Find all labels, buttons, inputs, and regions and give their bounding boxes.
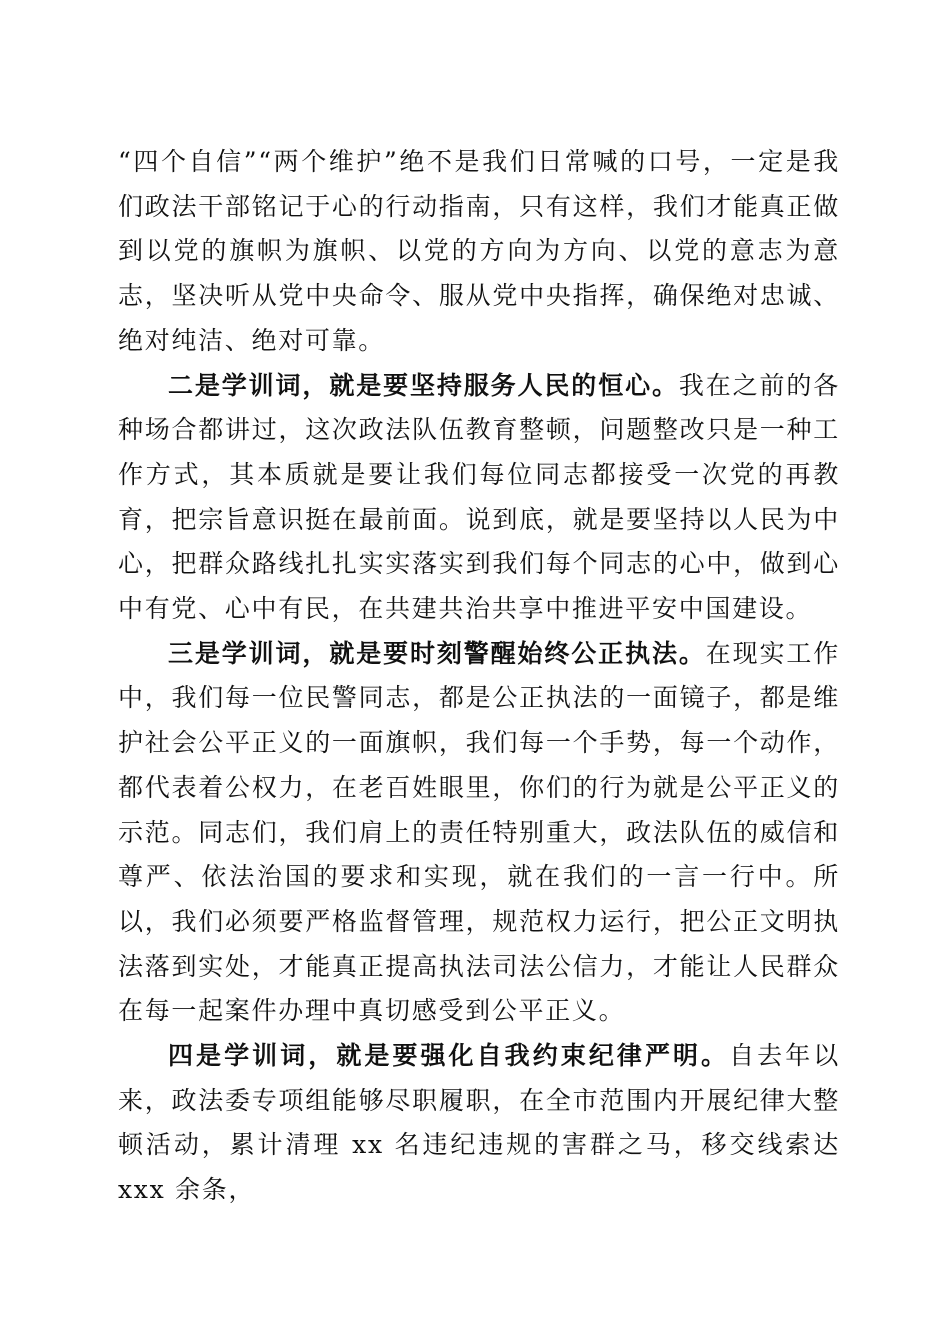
paragraph-text: 自去年以来，政法委专项组能够尽职履职，在全市范围内开展纪律大整顿活动，累计清理 xx 名违纪违规的害群之马，移交线索达 xxx 余条，	[118, 1041, 840, 1205]
paragraph-text: 在现实工作中，我们每一位民警同志，都是公正执法的一面镜子，都是维护社会公平正义的一面旗帜，我们每一个手势，每一个动作，都代表着公权力，在老百姓眼里，你们的行为就是公平正义的示范。同志们，我们肩上的责任特别重大，政法队伍的威信和尊严、依法治国的要求和实现，就在我们的一言一行中。所以，我们必须要严格监督管理，规范权力运行，把公正文明执法落到实处，才能真正提高执法司法公信力，才能让人民群众在每一起案件办理中真切感受到公平正义。	[118, 638, 840, 1026]
paragraph-heading: 四是学训词，就是要强化自我约束纪律严明。	[168, 1041, 730, 1071]
paragraph-point-two	[118, 364, 840, 632]
paragraph-text: 我在之前的各种场合都讲过，这次政法队伍教育整顿，问题整改只是一种工作方式，其本质就是要让我们每位同志都接受一次党的再教育，把宗旨意识挺在最前面。说到底，就是要坚持以人民为中心，把群众路线扎扎实实落实到我们每个同志的心中，做到心中有党、心中有民，在共建共治共享中推进平安中国建设。	[118, 370, 840, 624]
document-body	[118, 140, 840, 1213]
paragraph-heading: 三是学训词，就是要时刻警醒始终公正执法。	[168, 638, 706, 668]
paragraph-heading: 二是学训词，就是要坚持服务人民的恒心。	[168, 370, 679, 400]
paragraph-text: “四个自信”“两个维护”绝不是我们日常喊的口号，一定是我们政法干部铭记于心的行动指南，只有这样，我们才能真正做到以党的旗帜为旗帜、以党的方向为方向、以党的意志为意志，坚决听从党中央命令、服从党中央指挥，确保绝对忠诚、绝对纯洁、绝对可靠。	[118, 147, 840, 355]
paragraph-point-four	[118, 1034, 840, 1213]
paragraph-continuation	[118, 140, 840, 364]
paragraph-point-three	[118, 632, 840, 1034]
